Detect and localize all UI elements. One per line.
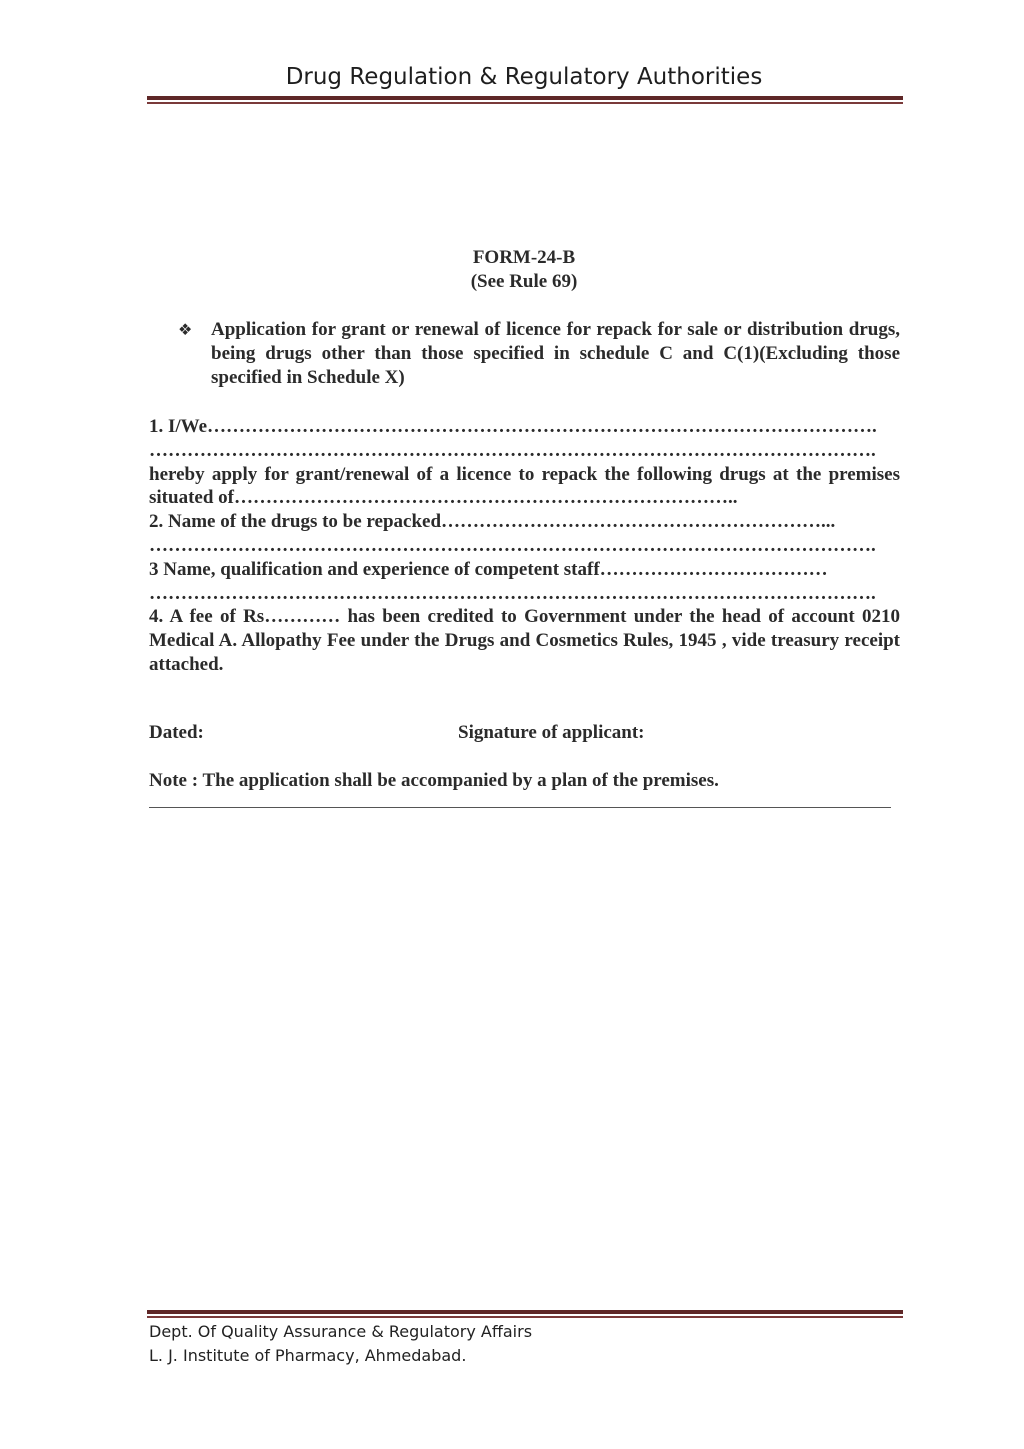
signature-label: Signature of applicant: xyxy=(458,722,645,743)
competent-staff-line: 3 Name, qualification and experience of competent staff……………………………… xyxy=(149,558,828,580)
drug-names-line: 2. Name of the drugs to be repacked……………………………………………………... xyxy=(149,511,836,533)
form-rule-reference: (See Rule 69) xyxy=(470,271,578,292)
applicant-name-line: 1. I/We……………………………………………………………………………………………. xyxy=(149,416,877,437)
applicant-name-continuation: ……………………………………………………………………………………………………. xyxy=(149,439,876,461)
dated-label: Dated: xyxy=(149,722,204,743)
premises-line: hereby apply for grant/renewal of a licence to repack the following drugs at the premises situated of…………………………………………………………………….. xyxy=(149,463,900,509)
footer-department: Dept. Of Quality Assurance & Regulatory Affairs xyxy=(149,1322,533,1341)
drug-names-continuation: ……………………………………………………………………………………………………. xyxy=(149,534,876,556)
diamond-bullet-icon: ❖ xyxy=(178,320,193,339)
page-header-title: Drug Regulation & Regulatory Authorities xyxy=(285,64,763,90)
application-description xyxy=(178,318,900,390)
application-description-text: Application for grant or renewal of licence for repack for sale or distribution drugs, being drugs other than those specified in schedule C and C(1)(Excluding those specified in Schedule X) xyxy=(211,319,900,388)
footer-divider xyxy=(147,1310,903,1318)
form-title: FORM-24-B xyxy=(472,247,576,268)
footer-institute: L. J. Institute of Pharmacy, Ahmedabad. xyxy=(149,1346,467,1365)
competent-staff-continuation: ……………………………………………………………………………………………………. xyxy=(149,582,876,604)
fee-paragraph: 4. A fee of Rs………… has been credited to Government under the head of account 0210 Medical A. Allopathy Fee under the Drugs and Cosmetics Rules, 1945 , vide treasury receipt attached. xyxy=(149,606,900,675)
header-divider xyxy=(147,96,903,104)
form-body xyxy=(149,415,900,677)
note-underline xyxy=(149,807,891,808)
note-text: Note : The application shall be accompanied by a plan of the premises. xyxy=(149,770,719,791)
